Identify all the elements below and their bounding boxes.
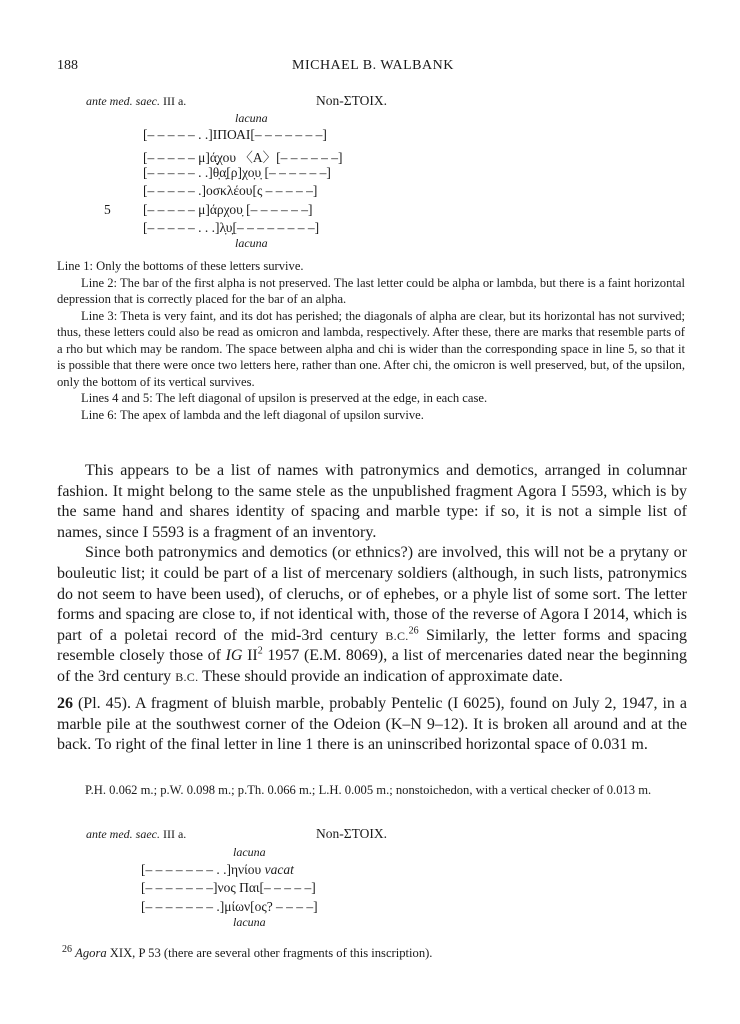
inscription-line-1: [– – – – – . .]ΙΠΟΑΙ[– – – – – – –] bbox=[143, 127, 327, 142]
lacuna-top-26: lacuna bbox=[233, 845, 266, 859]
discussion bbox=[57, 461, 687, 688]
inscription-26-line-1: [– – – – – – – . .]ηνίου vacat bbox=[141, 862, 294, 877]
lacuna-bottom-26: lacuna bbox=[233, 915, 266, 929]
non-stoich-label-26: Non-ΣΤΟΙΧ. bbox=[316, 826, 387, 841]
running-title: MICHAEL B. WALBANK bbox=[292, 58, 454, 73]
note-line-3: Line 3: Theta is very faint, and its dot has perished; the diagonals of alpha are clear, but its horizontal has not survived; thus, these letters could also be read as omicron and lambda, respectively. After these, there are marks that resemble parts of a rho but which may be random. The space between alpha and chi is wider than the corresponding space in line 5, so that it is possible that there were once two letters here, rather than one. After chi, the omicron is well preserved, but, of the upsilon, only the bottom of its vertical survives. bbox=[57, 308, 685, 389]
lacuna-bottom: lacuna bbox=[235, 236, 268, 250]
note-line-6: Line 6: The apex of lambda and the left diagonal of upsilon survive. bbox=[81, 407, 424, 422]
inscription-line-3: [– – – – – . .]θ̣α̣[ρ]χο̣υ̣ [– – – – – –] bbox=[143, 165, 331, 180]
note-lines-4-5: Lines 4 and 5: The left diagonal of upsilon is preserved at the edge, in each case. bbox=[81, 391, 488, 405]
discussion-paragraph-2: Since both patronymics and demotics (or ethnics?) are involved, this will not be a prytany or bouleutic list; it could be part of a list of mercenary soldiers (although, in such lists, patronymics do not seem to have been used), of cleruchs, or of ephebes, or a phyle list of some sort. The letter forms and spacing are close to, if not identical with, those of the reverse of Agora I 2014, which is part of a poletai record of the mid-3rd century B.C.$^{26}$ Similarly, the letter forms and spacing resemble closely those of IG $II^2$ 1957 (E.M. 8069), a list of mercenaries dated near the beginning of the 3rd century B.C. These should provide an indication of approximate date. bbox=[57, 544, 688, 685]
date-line: ante med. saec. III a. bbox=[86, 94, 187, 108]
footnote-ref-26[interactable]: 26 bbox=[408, 625, 419, 637]
vacat: vacat bbox=[264, 862, 294, 877]
line-notes bbox=[57, 258, 685, 423]
note-line-1: Line 1: Only the bottoms of these letters survive. bbox=[57, 259, 304, 273]
inscription-26-line-2: [– – – – – – –]νος Παι[– – – – –] bbox=[141, 880, 316, 895]
entry-26: 26 (Pl. 45). A fragment of bluish marble, probably Pentelic (I 6025), found on July 2, 1947, in a marble pile at the southwest corner of the Odeion (K–N 9–12). It is broken all around and at the back. To right of the final letter in line 1 there is an uninscribed horizontal space of 0.031 m. bbox=[57, 695, 687, 754]
entry-number: 26 bbox=[57, 695, 73, 712]
line-number-5: 5 bbox=[104, 202, 111, 217]
date-line-26: ante med. saec. III a. bbox=[86, 827, 187, 841]
discussion-paragraph-1: This appears to be a list of names with patronymics and demotics, arranged in columnar fashion. It might belong to the same stele as the unpublished fragment Agora I 5593, which is by the same hand and shares identity of spacing and marble type: if so, it is not a simple list of names, since I 5593 is a fragment of an inventory. bbox=[57, 462, 687, 541]
measurements: P.H. 0.062 m.; p.W. 0.098 m.; p.Th. 0.066 m.; L.H. 0.005 m.; nonstoichedon, with a vertical checker of 0.013 m. bbox=[85, 783, 652, 797]
inscription-line-6: [– – – – – . . .]λ̣υ̣[– – – – – – – –] bbox=[143, 220, 320, 235]
inscription-line-5: [– – – – – μ]άρχου̣ [– – – – – –] bbox=[143, 202, 313, 217]
note-line-2: Line 2: The bar of the first alpha is not preserved. The last letter could be alpha or lambda, but there is a faint horizontal depression that is correctly placed for the bar of an alpha. bbox=[57, 275, 685, 306]
inscription-26-line-3: [– – – – – – – .]μίων[ος? – – – –] bbox=[141, 899, 318, 914]
footnote-26: $^{26}$ Agora XIX, P 53 (there are several other fragments of this inscription). bbox=[62, 943, 433, 960]
page-number: 188 bbox=[57, 58, 78, 73]
lacuna-top: lacuna bbox=[235, 111, 268, 125]
inscription-line-2: [– – – – – μ]ά̣χου 〈Α〉[– – – – – –] bbox=[143, 150, 343, 165]
non-stoich-label: Non-ΣΤΟΙΧ. bbox=[316, 93, 387, 108]
inscription-line-4: [– – – – – .]οσκλέου[ς – – – – –] bbox=[143, 183, 318, 198]
